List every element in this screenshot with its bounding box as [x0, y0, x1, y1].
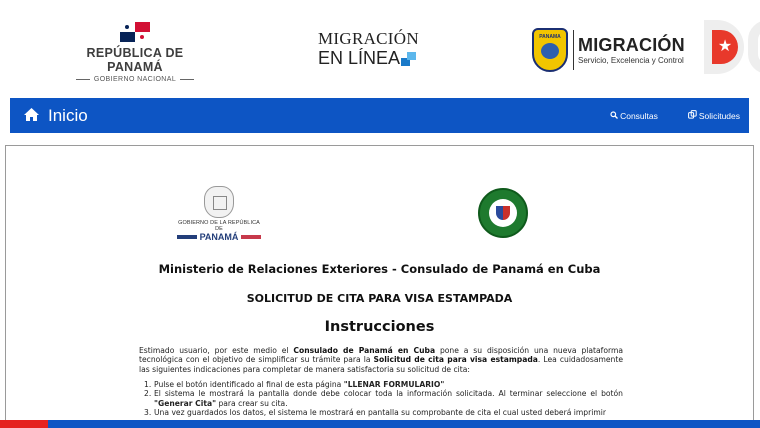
list-item: 1. Pulse el botón identificado al final de esta página "LLENAR FORMULARIO": [144, 380, 445, 389]
migracion-badge-icon: PANAMA: [532, 28, 568, 72]
nav-consultas-label: Consultas: [620, 110, 658, 121]
migracion-title: MIGRACIÓN: [578, 34, 685, 55]
nav-home-label: Inicio: [48, 105, 88, 125]
nav-solicitudes-label: Solicitudes: [698, 110, 740, 121]
list-item: 3. Una vez guardados los datos, el sistema le mostrará en pantalla su comprobante de cita el cual usted deberá imprimir: [144, 408, 606, 418]
ministerio-relaciones-exteriores-seal: [478, 188, 528, 238]
steps-list: [144, 380, 623, 418]
list-item: 2. El sistema le mostrará la pantalla donde debe colocar toda la información solicitada. Al terminar seleccione el botón "Generar Cita" para crear su cita.: [144, 389, 623, 408]
ministry-heading: Ministerio de Relaciones Exteriores - Consulado de Panamá en Cuba: [158, 262, 601, 276]
star-icon: ★: [712, 30, 738, 64]
gobierno-subtitle: GOBIERNO NACIONAL: [60, 76, 210, 83]
shield-icon: [496, 206, 510, 220]
nav-consultas-link[interactable]: [610, 111, 658, 121]
logo-divider: [573, 30, 574, 70]
mel-line2: EN LÍNEA: [318, 48, 401, 68]
seal-gov-line2: PANAMÁ: [199, 232, 239, 242]
squares-icon: [401, 52, 417, 66]
coat-of-arms-icon: [204, 186, 234, 218]
copy-icon: [688, 110, 697, 121]
migracion-en-linea-logo[interactable]: [318, 30, 438, 72]
site-header: [0, 0, 760, 90]
instructions-panel: [5, 145, 754, 428]
gobierno-panama-seal: [174, 186, 264, 241]
republica-title: REPÚBLICA DE PANAMÁ: [86, 46, 184, 74]
migracion-logo[interactable]: [532, 26, 697, 74]
search-icon: [610, 111, 618, 121]
nav-home-link[interactable]: [23, 106, 88, 126]
republica-panama-logo[interactable]: [60, 22, 210, 83]
partial-brand-logo: [704, 20, 760, 74]
home-icon: [23, 107, 40, 125]
bottom-bar-red-segment: [0, 420, 48, 428]
request-heading: SOLICITUD DE CITA PARA VISA ESTAMPADA: [246, 292, 513, 305]
mel-line1: MIGRACIÓN: [318, 29, 419, 48]
instructions-heading: Instrucciones: [324, 319, 435, 335]
panama-flag-icon: [120, 22, 150, 42]
nav-solicitudes-link[interactable]: [688, 110, 740, 121]
main-navbar: [10, 98, 749, 133]
seal-gov-line1: GOBIERNO DE LA REPÚBLICA DE: [178, 220, 260, 232]
intro-paragraph: Estimado usuario, por este medio el Consulado de Panamá en Cuba pone a su disposición una nueva plataforma tecnológica con el objetivo de simplificar su trámite para la Solicitud de cita para visa estampada. Lea cuidadosamente las siguientes indicaciones para completar de manera satisfactoria su solicitud de cita:: [139, 346, 624, 374]
migracion-slogan: Servicio, Excelencia y Control: [578, 55, 684, 65]
bottom-overlay-bar: [0, 420, 760, 428]
